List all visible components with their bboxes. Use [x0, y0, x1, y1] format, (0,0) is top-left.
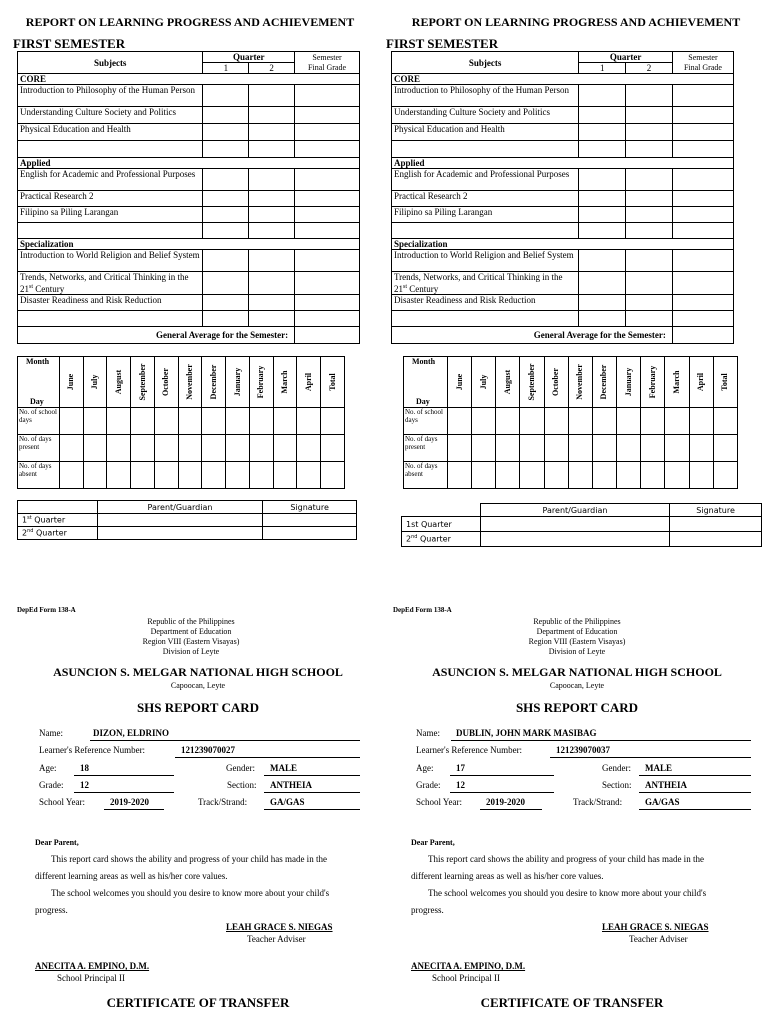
letter-paragraph-2: The school welcomes you should you desire to know more about your child's progress.: [35, 888, 330, 915]
adviser-name: LEAH GRACE S. NIEGAS: [226, 922, 333, 932]
track-value: GA/GAS: [645, 797, 680, 807]
track-label: Track/Strand:: [198, 797, 248, 807]
month-label: August: [502, 369, 512, 395]
letter-paragraph-2: The school welcomes you should you desire to know more about your child's progress.: [411, 888, 707, 915]
general-average-label: General Average for the Semester:: [18, 327, 295, 344]
final-grade-header: Semester Final Grade: [295, 52, 360, 74]
subject-cell: Practical Research 2: [392, 191, 579, 207]
subject-cell: Trends, Networks, and Critical Thinking in the 21st Century: [392, 272, 579, 295]
subject-cell: English for Academic and Professional Purposes: [392, 169, 579, 191]
certificate-heading: CERTIFICATE OF TRANSFER: [106, 995, 290, 1010]
card-title: SHS REPORT CARD: [136, 700, 260, 715]
gender-value: MALE: [645, 763, 672, 773]
core-heading: CORE: [18, 74, 360, 85]
quarter-2-label: 2nd Quarter: [18, 527, 98, 540]
q2-header: 2: [626, 63, 673, 74]
month-day-header: Month Day: [404, 357, 448, 408]
name-value: DIZON, ELDRINO: [93, 728, 170, 738]
month-day-header: Month Day: [18, 357, 60, 408]
parent-signature-table: [17, 500, 357, 540]
parent-header: Parent/Guardian: [97, 501, 262, 514]
parent-header: Parent/Guardian: [480, 504, 669, 517]
subject-cell: Introduction to Philosophy of the Human Person: [18, 85, 203, 107]
lrn-value: 121239070037: [556, 745, 610, 755]
adviser-title: Teacher Adviser: [247, 934, 306, 944]
month-label: February: [256, 365, 266, 399]
age-value: 18: [80, 763, 89, 773]
days-present-label: No. of days present: [18, 435, 60, 462]
school-name: ASUNCION S. MELGAR NATIONAL HIGH SCHOOL: [432, 665, 722, 679]
month-label: October: [551, 368, 561, 396]
agency-header: Republic of the Philippines Department of Education Region VIII (Eastern Visayas) Division of Leyte: [142, 617, 240, 656]
age-value: 17: [456, 763, 465, 773]
attendance-table: [403, 356, 738, 489]
report-card-left: [0, 0, 382, 1024]
school-year-label: School Year:: [416, 797, 463, 807]
name-label: Name:: [416, 728, 440, 738]
report-title: REPORT ON LEARNING PROGRESS AND ACHIEVEMENT: [411, 15, 741, 29]
grade-value: 12: [456, 780, 465, 790]
quarter-1-label: 1st Quarter: [18, 514, 98, 527]
month-label: April: [696, 372, 706, 392]
age-label: Age:: [39, 763, 57, 773]
applied-heading: Applied: [18, 158, 360, 169]
month-label: January: [232, 367, 242, 397]
subject-cell: Physical Education and Health: [18, 124, 203, 141]
salutation: Dear Parent,: [411, 838, 455, 847]
month-label: September: [527, 363, 537, 401]
grade-label: Grade:: [416, 780, 441, 790]
principal-title: School Principal II: [57, 973, 125, 983]
adviser-name: LEAH GRACE S. NIEGAS: [602, 922, 709, 932]
quarter-header: Quarter: [203, 52, 295, 63]
month-label: November: [575, 364, 585, 400]
principal-title: School Principal II: [432, 973, 500, 983]
age-label: Age:: [416, 763, 434, 773]
track-value: GA/GAS: [270, 797, 305, 807]
q1-header: 1: [203, 63, 249, 74]
subject-cell: Introduction to World Religion and Belief System: [18, 250, 203, 272]
subject-cell: Filipino sa Piling Larangan: [392, 207, 579, 223]
form-number: DepEd Form 138-A: [393, 606, 452, 614]
month-label: March: [671, 370, 681, 394]
form-number: DepEd Form 138-A: [17, 606, 76, 614]
month-label: October: [161, 368, 171, 396]
report-card-right: [386, 0, 768, 1024]
core-heading: CORE: [392, 74, 734, 85]
principal-name: ANECITA A. EMPINO, D.M.: [411, 961, 526, 971]
card-title: SHS REPORT CARD: [515, 700, 639, 715]
month-label: June: [66, 373, 76, 391]
letter-paragraph-1: This report card shows the ability and progress of your child has made in the different learning areas as well as his/her core values.: [411, 854, 704, 881]
subject-cell: English for Academic and Professional Purposes: [18, 169, 203, 191]
semester-heading: FIRST SEMESTER: [386, 36, 499, 51]
days-present-label: No. of days present: [404, 435, 448, 462]
month-label: September: [137, 363, 147, 401]
quarter-header: Quarter: [579, 52, 673, 63]
days-absent-label: No. of days absent: [18, 462, 60, 489]
certificate-heading: CERTIFICATE OF TRANSFER: [480, 995, 664, 1010]
month-label: July: [90, 374, 100, 390]
section-label: Section:: [602, 780, 632, 790]
subject-cell: Trends, Networks, and Critical Thinking in the 21st Century: [18, 272, 203, 295]
section-label: Section:: [227, 780, 257, 790]
attendance-table: [17, 356, 345, 489]
name-value: DUBLIN, JOHN MARK MASIBAG: [456, 728, 597, 738]
section-value: ANTHEIA: [270, 780, 313, 790]
lrn-label: Learner's Reference Number:: [39, 745, 146, 755]
school-year-value: 2019-2020: [110, 797, 149, 807]
month-label: August: [113, 369, 123, 395]
lrn-value: 121239070027: [181, 745, 235, 755]
lrn-label: Learner's Reference Number:: [416, 745, 523, 755]
subject-cell: Physical Education and Health: [392, 124, 579, 141]
school-days-label: No. of school days: [18, 408, 60, 435]
gender-label: Gender:: [226, 763, 255, 773]
agency-header: Republic of the Philippines Department of Education Region VIII (Eastern Visayas) Division of Leyte: [528, 617, 626, 656]
school-address: Capoocan, Leyte: [170, 681, 226, 690]
subjects-header: Subjects: [18, 52, 203, 74]
section-value: ANTHEIA: [645, 780, 688, 790]
quarter-1-label: 1st Quarter: [402, 517, 481, 532]
salutation: Dear Parent,: [35, 838, 79, 847]
q2-header: 2: [249, 63, 295, 74]
signature-header: Signature: [670, 504, 762, 517]
school-address: Capoocan, Leyte: [549, 681, 605, 690]
subject-cell: Disaster Readiness and Risk Reduction: [18, 295, 203, 311]
grades-table: [17, 51, 360, 344]
semester-heading: FIRST SEMESTER: [13, 36, 126, 51]
month-label: March: [280, 370, 290, 394]
parent-signature-table: [401, 503, 762, 547]
subject-cell: Understanding Culture Society and Politics: [18, 107, 203, 124]
track-label: Track/Strand:: [573, 797, 623, 807]
principal-name: ANECITA A. EMPINO, D.M.: [35, 961, 150, 971]
gender-label: Gender:: [602, 763, 631, 773]
q1-header: 1: [579, 63, 626, 74]
subject-cell: Introduction to World Religion and Belief System: [392, 250, 579, 272]
specialization-heading: Specialization: [18, 239, 360, 250]
quarter-2-label: 2nd Quarter: [402, 532, 481, 547]
subject-cell: Practical Research 2: [18, 191, 203, 207]
final-grade-header: Semester Final Grade: [672, 52, 733, 74]
school-name: ASUNCION S. MELGAR NATIONAL HIGH SCHOOL: [53, 665, 343, 679]
signature-header: Signature: [263, 501, 357, 514]
school-year-value: 2019-2020: [486, 797, 525, 807]
school-year-label: School Year:: [39, 797, 86, 807]
month-label: Total: [720, 373, 730, 391]
month-label: April: [303, 372, 313, 392]
month-label: January: [623, 367, 633, 397]
subject-cell: Filipino sa Piling Larangan: [18, 207, 203, 223]
gender-value: MALE: [270, 763, 297, 773]
specialization-heading: Specialization: [392, 239, 734, 250]
subject-cell: Introduction to Philosophy of the Human Person: [392, 85, 579, 107]
month-label: December: [599, 364, 609, 400]
subjects-header: Subjects: [392, 52, 579, 74]
letter-paragraph-1: This report card shows the ability and progress of your child has made in the different learning areas as well as his/her core values.: [35, 854, 327, 881]
grade-label: Grade:: [39, 780, 64, 790]
adviser-title: Teacher Adviser: [629, 934, 688, 944]
subject-cell: Understanding Culture Society and Politics: [392, 107, 579, 124]
month-label: November: [185, 364, 195, 400]
grade-value: 12: [80, 780, 89, 790]
general-average-label: General Average for the Semester:: [392, 327, 673, 344]
month-label: June: [454, 373, 464, 391]
name-label: Name:: [39, 728, 63, 738]
days-absent-label: No. of days absent: [404, 462, 448, 489]
month-label: December: [208, 364, 218, 400]
month-label: July: [478, 374, 488, 390]
month-label: Total: [327, 373, 337, 391]
grades-table: [391, 51, 734, 344]
report-title: REPORT ON LEARNING PROGRESS AND ACHIEVEMENT: [25, 15, 355, 29]
applied-heading: Applied: [392, 158, 734, 169]
month-label: February: [647, 365, 657, 399]
subject-cell: Disaster Readiness and Risk Reduction: [392, 295, 579, 311]
school-days-label: No. of school days: [404, 408, 448, 435]
